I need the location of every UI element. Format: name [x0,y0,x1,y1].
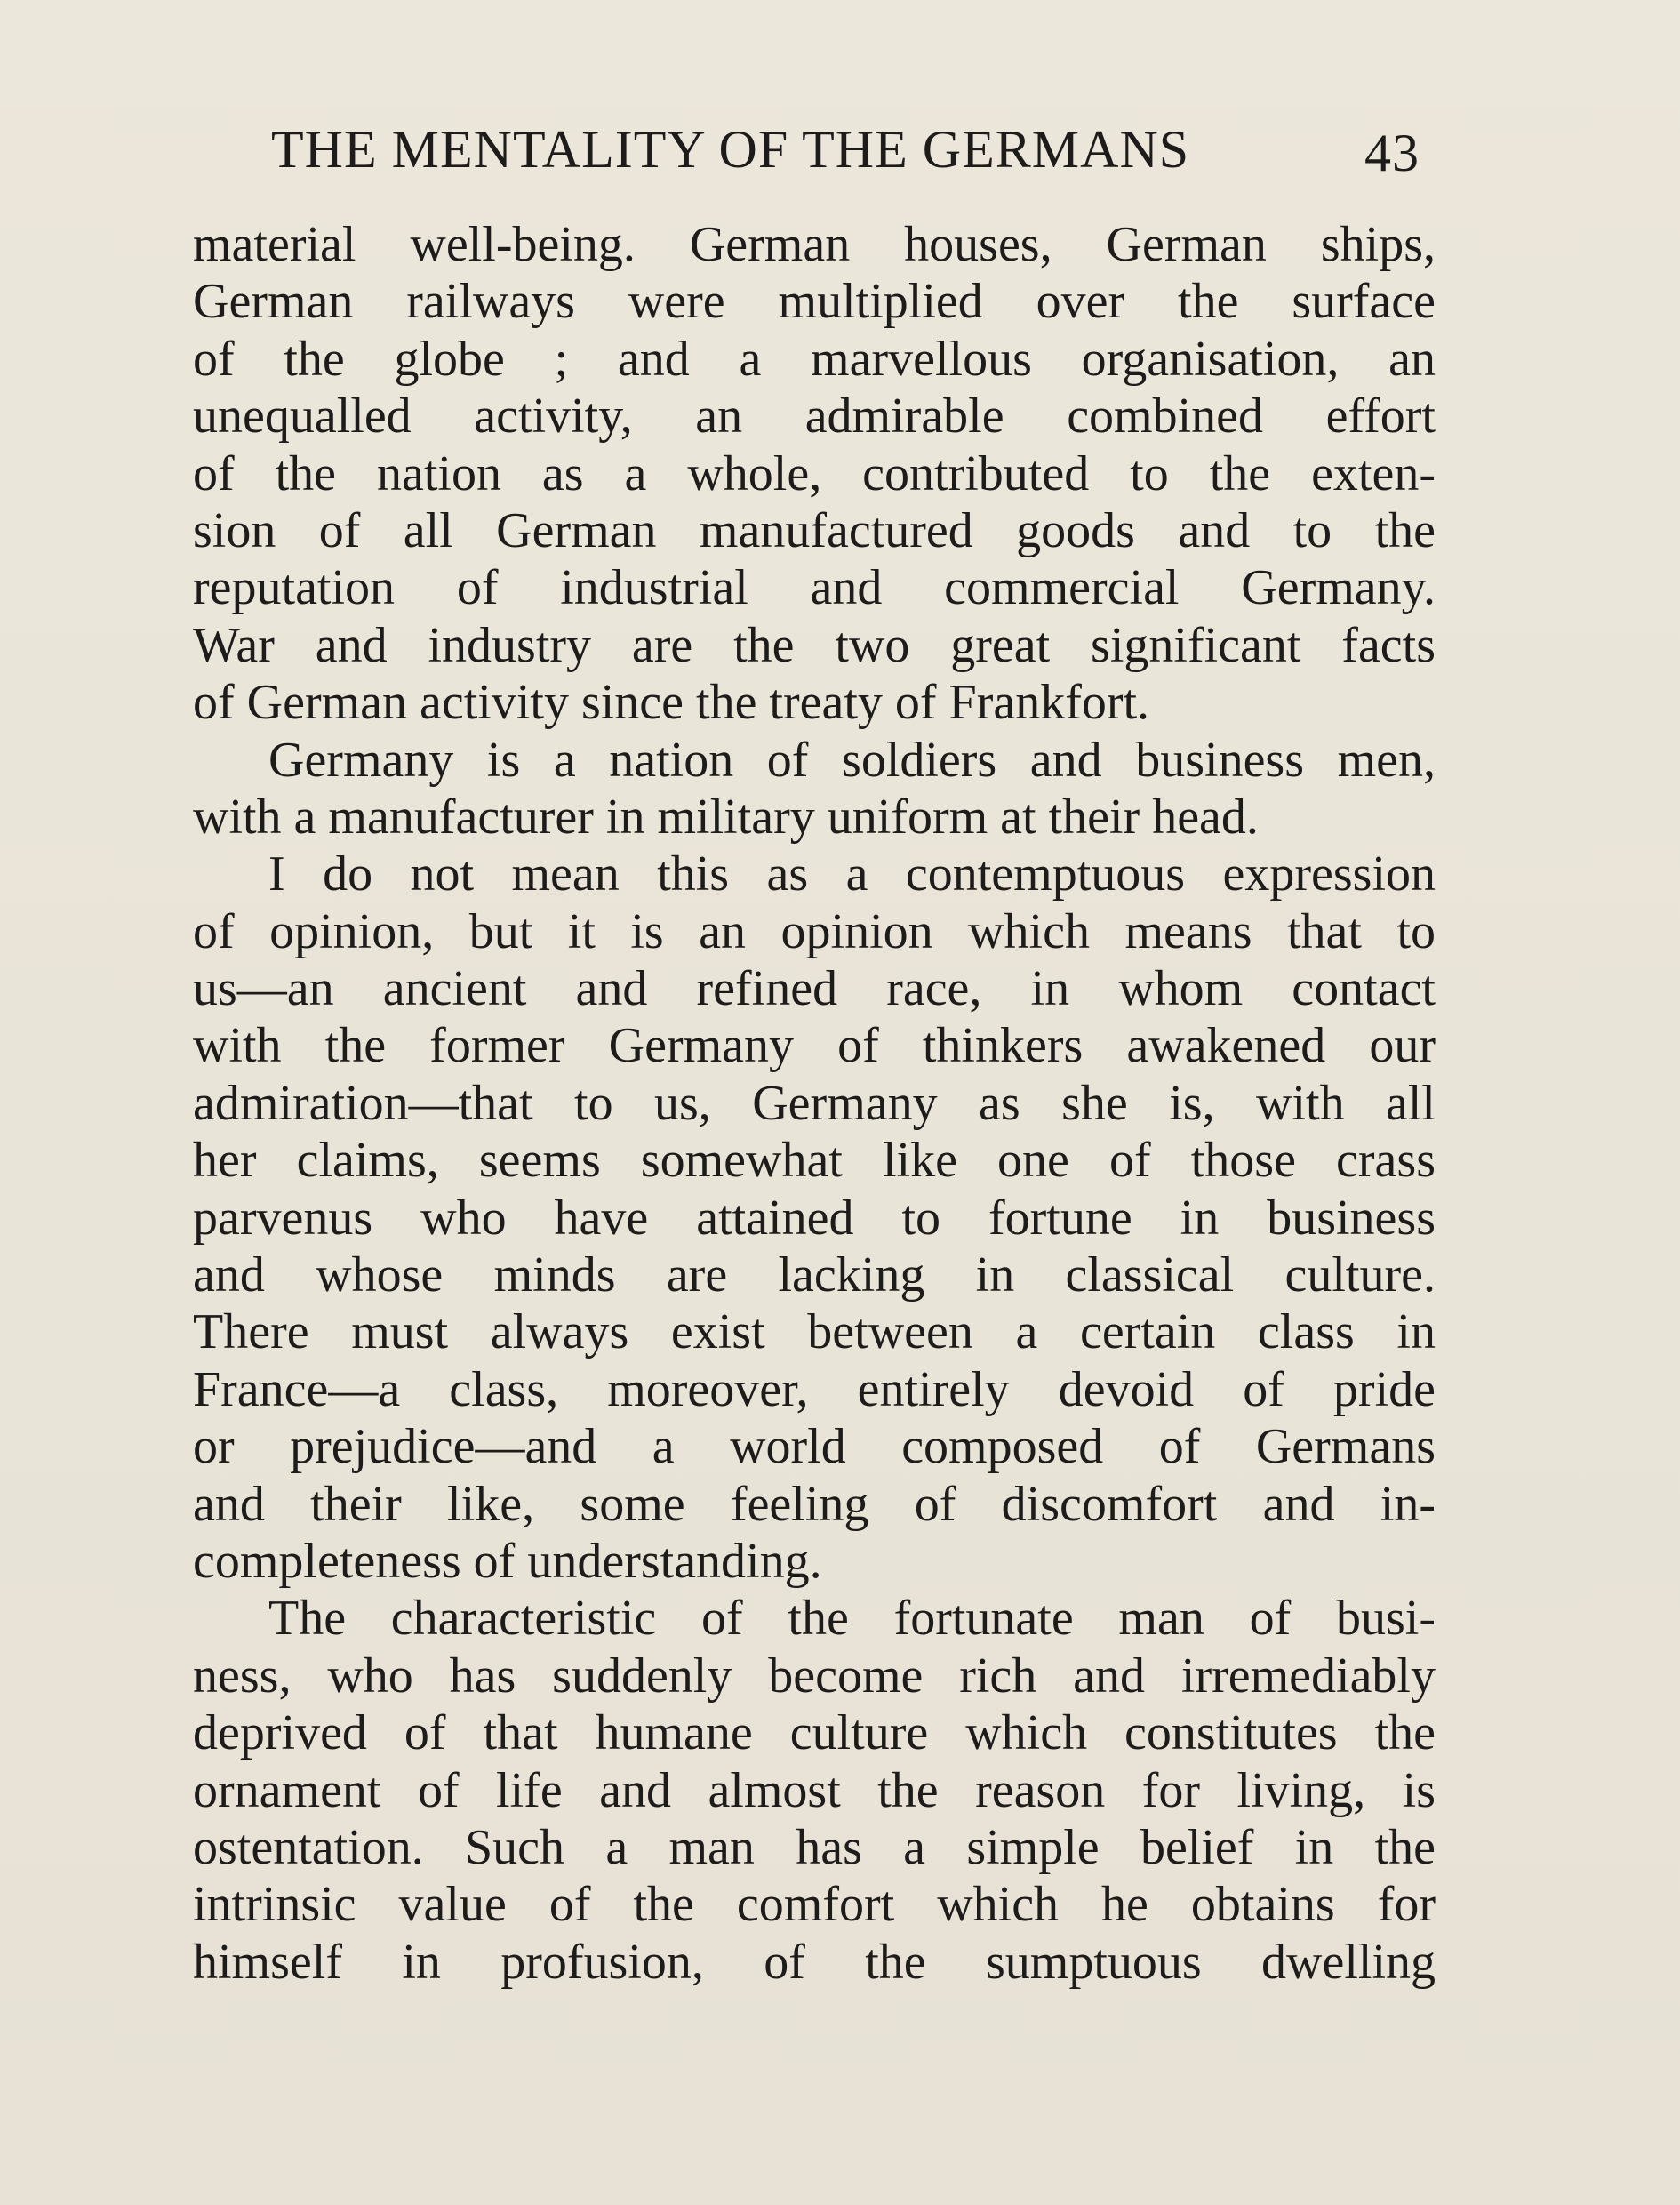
text-line: completeness of understanding. [193,1533,822,1589]
text-line: There must always exist between a certain class in [193,1304,1436,1360]
running-head [271,114,1420,185]
text-line: material well-being. German houses, German ships, [193,217,1436,272]
text-line: France—a class, moreover, entirely devoid of pride [193,1361,1436,1417]
text-line: The characteristic of the fortunate man of busi- [268,1591,1436,1647]
text-line: ness, who has suddenly become rich and irremediably [193,1648,1436,1704]
text-line: admiration—that to us, Germany as she is, with all [193,1075,1436,1131]
text-line: himself in profusion, of the sumptuous dwelling [193,1934,1436,1990]
text-line: sion of all German manufactured goods and to the [193,502,1436,558]
text-line: or prejudice—and a world composed of Germans [193,1419,1436,1475]
text-line: her claims, seems somewhat like one of those crass [193,1133,1436,1189]
text-line: German railways were multiplied over the surface [193,274,1436,330]
text-line: unequalled activity, an admirable combined effort [193,389,1436,445]
text-line: deprived of that humane culture which constitutes the [193,1705,1436,1761]
page-number: 43 [1364,124,1420,182]
text-line: with a manufacturer in military uniform at their head. [193,789,1259,845]
text-line: intrinsic value of the comfort which he obtains for [193,1877,1436,1933]
text-line: with the former Germany of thinkers awakened our [193,1018,1436,1074]
text-line: I do not mean this as a contemptuous expression [268,846,1436,902]
text-line: of German activity since the treaty of Frankfort. [193,675,1150,731]
text-line: parvenus who have attained to fortune in business [193,1190,1436,1246]
text-line: ostentation. Such a man has a simple belief in the [193,1819,1436,1875]
body-text [193,216,1436,1991]
text-line: ornament of life and almost the reason for living, is [193,1762,1436,1818]
text-line: of the globe ; and a marvellous organisation, an [193,331,1436,387]
text-line: of opinion, but it is an opinion which means that to [193,903,1436,959]
running-title: THE MENTALITY OF THE GERMANS [271,120,1190,179]
text-line: us—an ancient and refined race, in whom contact [193,961,1436,1017]
text-line: and whose minds are lacking in classical culture. [193,1247,1436,1303]
text-line: War and industry are the two great significant facts [193,617,1436,673]
text-line: and their like, some feeling of discomfort and in- [193,1476,1436,1532]
text-line: Germany is a nation of soldiers and business men, [268,732,1436,788]
text-line: of the nation as a whole, contributed to the exten- [193,445,1436,501]
text-line: reputation of industrial and commercial Germany. [193,560,1436,616]
